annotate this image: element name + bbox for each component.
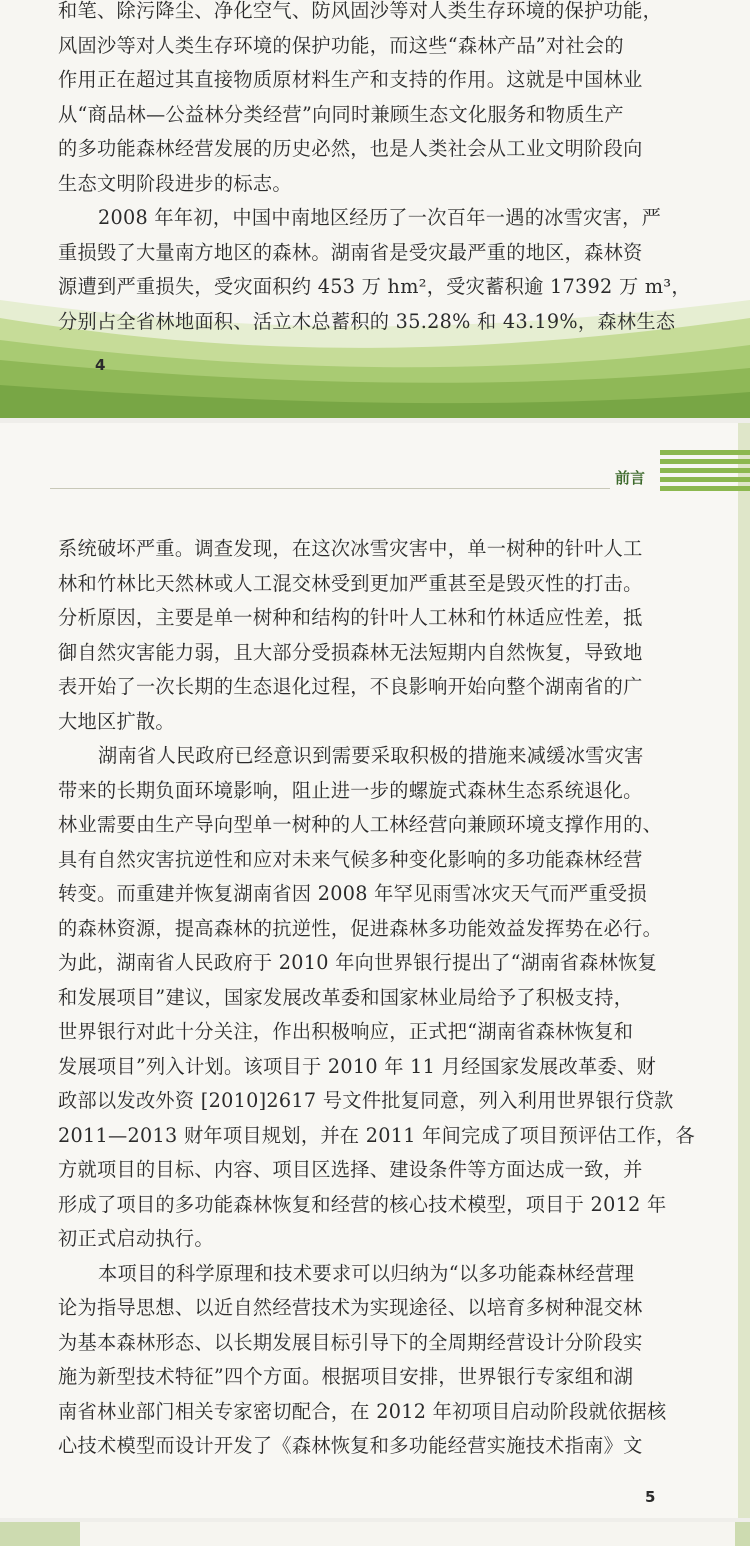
- page-5-body-text: [58, 532, 738, 1464]
- text-line: 南省林业部门相关专家密切配合，在 2012 年初项目启动阶段就依据核: [58, 1399, 667, 1423]
- text-line: 作用正在超过其直接物质原材料生产和支持的作用。这就是中国林业: [58, 68, 643, 91]
- text-line: 方就项目的目标、内容、项目区选择、建设条件等方面达成一致，并: [58, 1158, 643, 1181]
- page-edge-decoration: [738, 423, 750, 1518]
- text-line: 心技术模型而设计开发了《森林恢复和多功能经营实施技术指南》文: [58, 1434, 643, 1457]
- text-line: 论为指导思想、以近自然经营技术为实现途径、以培育多树种混交林: [58, 1296, 643, 1319]
- text-line: 生态文明阶段进步的标志。: [58, 171, 292, 195]
- text-line: 本项目的科学原理和技术要求可以归纳为“以多功能森林经营理: [98, 1261, 635, 1285]
- text-line: 为基本森林形态、以长期发展目标引导下的全周期经营设计分阶段实: [58, 1330, 643, 1354]
- text-line: 政部以发改外资 [2010]2617 号文件批复同意，列入利用世界银行贷款: [58, 1089, 674, 1112]
- text-line: 和发展项目”建议，国家发展改革委和国家林业局给予了积极支持，: [58, 985, 634, 1009]
- text-line: 分析原因，主要是单一树种和结构的针叶人工林和竹林适应性差，抵: [58, 606, 643, 629]
- text-line: 湖南省人民政府已经意识到需要采取积极的措施来减缓冰雪灾害: [98, 744, 644, 767]
- text-line: 御自然灾害能力弱，且大部分受损森林无法短期内自然恢复，导致地: [58, 640, 643, 664]
- text-line: 表开始了一次长期的生态退化过程，不良影响开始向整个湖南省的广: [58, 675, 643, 698]
- page-number: 4: [95, 356, 106, 374]
- text-line: 源遭到严重损失，受灾面积约 453 万 hm²，受灾蓄积逾 17392 万 m³，: [58, 275, 691, 298]
- text-line: 林和竹林比天然林或人工混交林受到更加严重甚至是毁灭性的打击。: [58, 571, 643, 595]
- text-line: 风固沙等对人类生存环境的保护功能，而这些“森林产品”对社会的: [58, 33, 624, 57]
- text-line: 具有自然灾害抗逆性和应对未来气候多种变化影响的多功能森林经营: [58, 847, 643, 871]
- text-line: 初正式启动执行。: [58, 1227, 214, 1250]
- text-line: 形成了项目的多功能森林恢复和经营的核心技术模型，项目于 2012 年: [58, 1192, 667, 1216]
- header-stripes-decoration: [660, 448, 750, 498]
- text-line: 转变。而重建并恢复湖南省因 2008 年罕见雨雪冰灾天气而严重受损: [58, 882, 647, 905]
- text-line: 林业需要由生产导向型单一树种的人工林经营向兼顾环境支撑作用的、: [58, 813, 663, 836]
- text-line: 的多功能森林经营发展的历史必然，也是人类社会从工业文明阶段向: [58, 137, 643, 160]
- text-line: 重损毁了大量南方地区的森林。湖南省是受灾最严重的地区，森林资: [58, 240, 643, 264]
- text-line: 的森林资源，提高森林的抗逆性，促进森林多功能效益发挥势在必行。: [58, 916, 663, 940]
- text-line: 系统破坏严重。调查发现，在这次冰雪灾害中，单一树种的针叶人工: [58, 537, 643, 560]
- text-line: 世界银行对此十分关注，作出积极响应，正式把“湖南省森林恢复和: [58, 1020, 634, 1043]
- text-line: 2008 年年初，中国中南地区经历了一次百年一遇的冰雪灾害，严: [98, 206, 662, 229]
- page-4: [0, 0, 750, 418]
- text-line: 为此，湖南省人民政府于 2010 年向世界银行提出了“湖南省森林恢复: [58, 951, 658, 974]
- page-number: 5: [645, 1488, 656, 1506]
- header-rule: [50, 488, 610, 489]
- page-4-body-text: [58, 0, 738, 339]
- text-line: 大地区扩散。: [58, 709, 175, 733]
- text-line: 分别占全省林地面积、活立木总蓄积的 35.28% 和 43.19%，森林生态: [58, 309, 676, 333]
- text-line: 施为新型技术特征”四个方面。根据项目安排，世界银行专家组和湖: [58, 1365, 634, 1388]
- text-line: 发展项目”列入计划。该项目于 2010 年 11 月经国家发展改革委、财: [58, 1054, 656, 1078]
- text-line: 带来的长期负面环境影响，阻止进一步的螺旋式森林生态系统退化。: [58, 778, 643, 802]
- section-header-title: 前言: [615, 469, 646, 487]
- page-edge-decoration: [0, 1522, 80, 1546]
- page-edge-decoration: [735, 1522, 750, 1546]
- text-line: 和笔、除污降尘、净化空气、防风固沙等对人类生存环境的保护功能，: [58, 0, 663, 22]
- text-line: 从“商品林—公益林分类经营”向同时兼顾生态文化服务和物质生产: [58, 102, 624, 126]
- page-6-edge: [0, 1522, 750, 1546]
- text-line: 2011—2013 财年项目规划，并在 2011 年间完成了项目预评估工作，各: [58, 1123, 695, 1147]
